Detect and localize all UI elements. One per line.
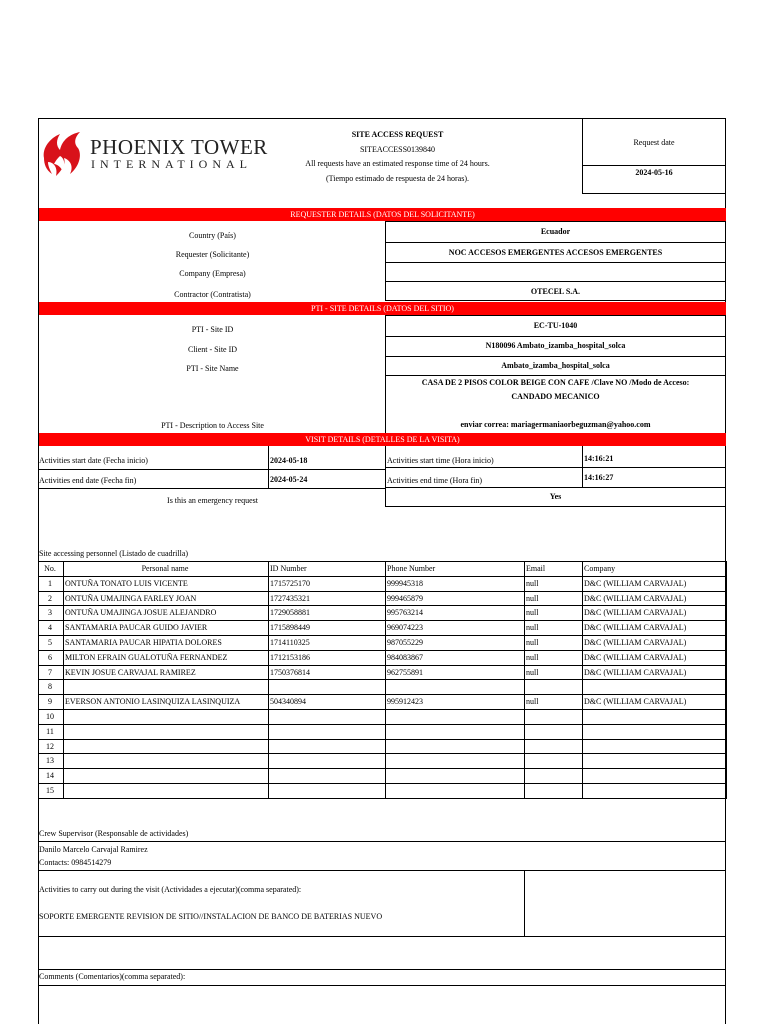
supervisor-contacts: Contacts: 0984514279: [39, 858, 112, 867]
phone-number: 969074223: [387, 623, 423, 632]
id-number: 1729058881: [270, 608, 310, 617]
col-header-no: No.: [44, 564, 56, 573]
supervisor-name: Danilo Marcelo Carvajal Ramirez: [39, 845, 148, 854]
col-header-name: Personal name: [141, 564, 189, 573]
id-number: 1750376814: [270, 668, 310, 677]
table-gridline: [38, 605, 726, 606]
company-logo: [40, 128, 268, 180]
phone-number: 999945318: [387, 579, 423, 588]
table-gridline: [38, 798, 726, 799]
requester-band: REQUESTER DETAILS (DATOS DEL SOLICITANTE): [39, 208, 726, 221]
requester-value: NOC ACCESOS EMERGENTES ACCESOS EMERGENTES: [448, 248, 663, 257]
description-line-2: CANDADO MECANICO: [511, 392, 600, 401]
personal-name: SANTAMARIA PAUCAR GUIDO JAVIER: [65, 623, 208, 632]
row-number: 8: [48, 682, 52, 691]
table-gridline: [38, 635, 726, 636]
company: D&C (WILLIAM CARVAJAL): [584, 608, 687, 617]
logo-text-main: PHOENIX TOWER: [90, 135, 268, 159]
col-header-email: Email: [526, 564, 546, 573]
email: null: [526, 668, 539, 677]
table-gridline: [38, 739, 726, 740]
personal-name: ONTUÑA UMAJINGA FARLEY JOAN: [65, 594, 197, 603]
comments-label: Comments (Comentarios)(comma separated):: [39, 972, 186, 981]
activities-label: Activities to carry out during the visit (Actividades a ejecutar)(comma separated):: [39, 885, 302, 894]
end-date-value: 2024-05-24: [270, 475, 308, 484]
activities-value: SOPORTE EMERGENTE REVISION DE SITIO//INSTALACION DE BANCO DE BATERIAS NUEVO: [39, 912, 383, 921]
notice-spanish: (Tiempo estimado de respuesta de 24 horas).: [325, 174, 469, 183]
email: null: [526, 638, 539, 647]
phone-number: 995912423: [387, 697, 423, 706]
description-label: PTI - Description to Access Site: [161, 421, 264, 430]
table-gridline: [385, 561, 386, 799]
col-header-phone: Phone Number: [387, 564, 436, 573]
row-number: 14: [46, 771, 54, 780]
table-gridline: [38, 709, 726, 710]
personal-name: MILTON EFRAIN GUALOTUÑA FERNANDEZ: [65, 653, 228, 662]
request-date-label: Request date: [633, 138, 675, 147]
emergency-value: Yes: [549, 492, 562, 501]
start-date-value: 2024-05-18: [270, 456, 308, 465]
client-site-id-label: Client - Site ID: [187, 345, 238, 354]
table-gridline: [726, 561, 727, 799]
phone-number: 962755891: [387, 668, 423, 677]
table-gridline: [38, 724, 726, 725]
start-time-value: 14:16:21: [584, 454, 614, 463]
end-time-label: Activities end time (Hora fin): [387, 476, 483, 485]
row-number: 5: [48, 638, 52, 647]
row-number: 6: [48, 653, 52, 662]
row-number: 11: [46, 727, 54, 736]
email: null: [526, 697, 539, 706]
id-number: 1712153186: [270, 653, 310, 662]
row-number: 15: [46, 786, 54, 795]
company-label: Company (Empresa): [179, 269, 246, 278]
id-number: 1714110325: [270, 638, 310, 647]
notice-english: All requests have an estimated response time of 24 hours.: [305, 159, 490, 168]
contractor-value: OTECEL S.A.: [530, 287, 581, 296]
personal-name: KEVIN JOSUE CARVAJAL RAMIREZ: [65, 668, 196, 677]
form-title: SITE ACCESS REQUEST: [351, 130, 444, 139]
visit-band: VISIT DETAILS (DETALLES DE LA VISITA): [39, 433, 726, 446]
personal-name: ONTUÑA UMAJINGA JOSUE ALEJANDRO: [65, 608, 217, 617]
table-gridline: [524, 561, 525, 799]
col-header-id: ID Number: [270, 564, 307, 573]
country-value: Ecuador: [540, 227, 571, 236]
email: null: [526, 594, 539, 603]
request-date-value: 2024-05-16: [635, 168, 673, 177]
row-number: 7: [48, 668, 52, 677]
end-date-label: Activities end date (Fecha fin): [39, 476, 137, 485]
table-gridline: [38, 650, 726, 651]
id-number: 1727435321: [270, 594, 310, 603]
table-gridline: [38, 768, 726, 769]
requester-label: Requester (Solicitante): [175, 250, 250, 259]
end-time-value: 14:16:27: [584, 473, 614, 482]
personal-name: ONTUÑA TONATO LUIS VICENTE: [65, 579, 188, 588]
company: D&C (WILLIAM CARVAJAL): [584, 653, 687, 662]
description-line-1: CASA DE 2 PISOS COLOR BEIGE CON CAFE /Clave NO /Modo de Acceso:: [421, 378, 690, 387]
row-number: 10: [46, 712, 54, 721]
table-gridline: [38, 679, 726, 680]
start-date-label: Activities start date (Fecha inicio): [39, 456, 148, 465]
row-number: 2: [48, 594, 52, 603]
company: D&C (WILLIAM CARVAJAL): [584, 668, 687, 677]
id-number: 1715725170: [270, 579, 310, 588]
email: null: [526, 653, 539, 662]
company: D&C (WILLIAM CARVAJAL): [584, 594, 687, 603]
id-number: 504340894: [270, 697, 306, 706]
phone-number: 995763214: [387, 608, 423, 617]
phone-number: 984083867: [387, 653, 423, 662]
row-number: 1: [48, 579, 52, 588]
table-gridline: [63, 561, 64, 799]
description-line-3: enviar correa: mariagermaniaorbeguzman@yahoo.com: [460, 420, 651, 429]
company: D&C (WILLIAM CARVAJAL): [584, 579, 687, 588]
personal-name: EVERSON ANTONIO LASINQUIZA LASINQUIZA: [65, 697, 241, 706]
row-number: 4: [48, 623, 52, 632]
site-name-label: PTI - Site Name: [186, 364, 239, 373]
email: null: [526, 579, 539, 588]
row-number: 13: [46, 756, 54, 765]
client-site-id-value: N180096 Ambato_izamba_hospital_solca: [485, 341, 626, 350]
company: D&C (WILLIAM CARVAJAL): [584, 697, 687, 706]
table-gridline: [268, 561, 269, 799]
site-id-value: EC-TU-1040: [533, 321, 578, 330]
id-number: 1715898449: [270, 623, 310, 632]
country-label: Country (País): [189, 231, 236, 240]
company: D&C (WILLIAM CARVAJAL): [584, 638, 687, 647]
table-gridline: [38, 694, 726, 695]
phone-number: 987055229: [387, 638, 423, 647]
table-gridline: [38, 753, 726, 754]
site-id-label: PTI - Site ID: [191, 325, 234, 334]
row-number: 12: [46, 742, 54, 751]
email: null: [526, 608, 539, 617]
row-number: 3: [48, 608, 52, 617]
personal-name: SANTAMARIA PAUCAR HIPATIA DOLORES: [65, 638, 222, 647]
table-gridline: [582, 561, 583, 799]
emergency-label: Is this an emergency request: [167, 496, 258, 505]
col-header-company: Company: [584, 564, 616, 573]
phoenix-flame-icon: [40, 128, 86, 180]
request-code: SITEACCESS0139840: [359, 145, 436, 154]
email: null: [526, 623, 539, 632]
site-band: PTI - SITE DETAILS (DATOS DEL SITIO): [39, 302, 726, 315]
row-number: 9: [48, 697, 52, 706]
supervisor-label: Crew Supervisor (Responsable de actividades): [39, 829, 189, 838]
table-gridline: [38, 561, 726, 562]
company: D&C (WILLIAM CARVAJAL): [584, 623, 687, 632]
site-name-value: Ambato_izamba_hospital_solca: [501, 361, 610, 370]
table-gridline: [38, 665, 726, 666]
table-gridline: [38, 783, 726, 784]
phone-number: 999465879: [387, 594, 423, 603]
contractor-label: Contractor (Contratista): [174, 290, 251, 299]
start-time-label: Activities start time (Hora inicio): [387, 456, 494, 465]
table-gridline: [38, 576, 726, 577]
table-gridline: [38, 591, 726, 592]
personnel-title: Site accessing personnel (Listado de cuadrilla): [39, 549, 189, 558]
table-gridline: [38, 620, 726, 621]
logo-text-sub: INTERNATIONAL: [91, 157, 252, 171]
